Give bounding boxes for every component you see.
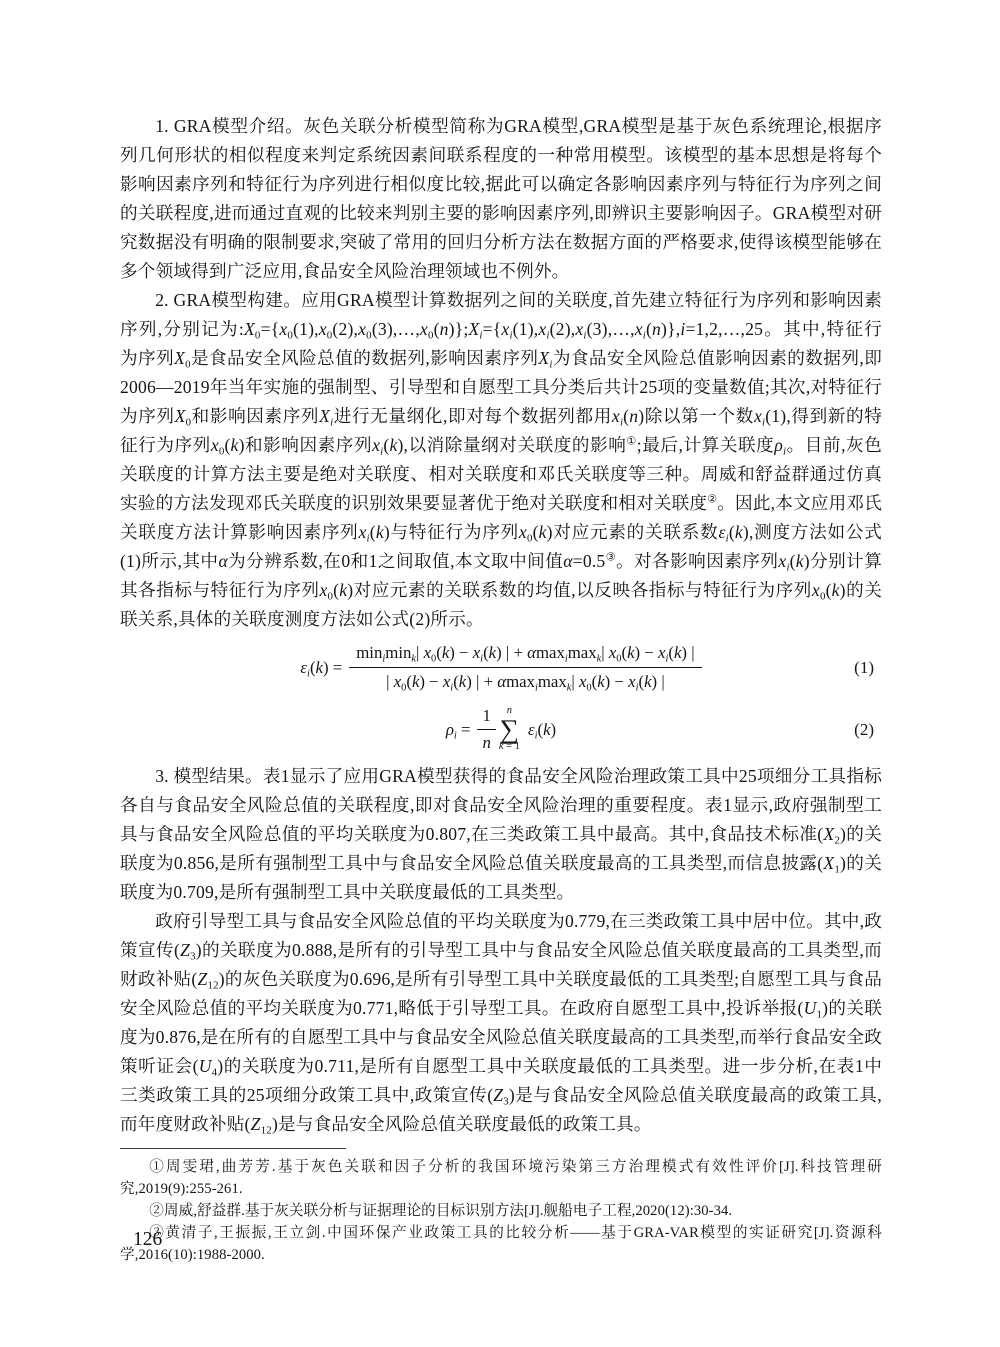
page-number: 126 — [133, 1229, 163, 1250]
equation-1-expression — [300, 643, 701, 692]
equation-1-number: (1) — [854, 657, 874, 677]
footnote-2: ②周威,舒益群.基于灰关联分析与证据理论的目标识别方法[J].舰船电子工程,2020(12):30-34. — [149, 1203, 733, 1219]
equation-2-coefficient-fraction — [477, 706, 495, 753]
paragraph-model-results: 3. 模型结果。表1显示了应用GRA模型获得的食品安全风险治理政策工具中25项细分工具指标各自与食品安全风险总值的关联程度,即对食品安全风险治理的重要程度。表1显示,政府强制型工具与食品安全风险总值的平均关联度为0.807,在三类政策工具中最高。其中,食品技术标准$(X_2)$的关联度为0.856,是所有强制型工具中与食品安全风险总值关联度最高的工具类型,而信息披露$(X_1)$的关联度为0.709,是所有强制型工具中关联度最低的工具类型。 — [120, 766, 882, 902]
equation-2-body: $\varepsilon_i(k)$ — [527, 719, 557, 741]
paragraph-gra-construction: 2. GRA模型构建。应用GRA模型计算数据列之间的关联度,首先建立特征行为序列和影响因素序列,分别记为$:X_0=\{x_0(1),x_0(2),x_0(3),\dots,x_0(n)\};X_i=\{x_i(1),x_i(2),x_i(3),\dots,x_i(n)\},i=1,2,\dots,25$。其中,特征行为序列$X_0$是食品安全风险总值的数据列,影响因素序列$X_i$为食品安全风险总值影响因素的数据列,即2006—2019年当年实施的强制型、引导型和自愿型工具分类后共计25项的变量数值;其次,对特征行为序列$X_0$和影响因素序列$X_i$进行无量纲化,即对每个数据列都用$x_i(n)$除以第一个数$x_i(1)$,得到新的特征行为序列$x_0(k)$和影响因素序列$x_i(k)$,以消除量纲对关联度的影响①;最后,计算关联度$\rho_i$。目前,灰色关联度的计算方法主要是绝对关联度、相对关联度和邓氏关联度等三种。周威和舒益群通过仿真实验的方法发现邓氏关联度的识别效果要显著优于绝对关联度和相对关联度②。因此,本文应用邓氏关联度方法计算影响因素序列$x_i(k)$与特征行为序列$x_0(k)$对应元素的关联系数$\varepsilon_i(k)$,测度方法如公式(1)所示,其中α为分辨系数,在0和1之间取值,本文取中间值α=0.5③。对各影响因素序列$x_i(k)$分别计算其各指标与特征行为序列$x_0(k)$对应元素的关联系数的均值,以反映各指标与特征行为序列$x_0(k)$的关联关系,具体的关联度测度方法如公式(2)所示。 — [120, 290, 883, 629]
footnote-separator — [120, 1148, 346, 1149]
equation-2-coefficient-numerator: 1 — [477, 706, 495, 730]
equation-2-expression — [446, 706, 556, 753]
equation-2-number: (2) — [854, 719, 874, 739]
equation-2-coefficient-denominator: n — [482, 733, 491, 752]
equation-1-numerator: $\min_i\min_k|$ $x_0(k) - x_i(k)$ | + $\alpha\max_i\max_k|$ $x_0(k) - x_i(k)$ | — [349, 643, 701, 668]
equation-1-fraction — [349, 643, 701, 692]
equation-1-denominator: | $x_0(k) - x_i(k)$ | + $\alpha\max_i\max_k|$ $x_0(k) - x_i(k)$ | — [386, 672, 665, 694]
paragraph-gra-intro: 1. GRA模型介绍。灰色关联分析模型简称为GRA模型,GRA模型是基于灰色系统理论,根据序列几何形状的相似程度来判定系统因素间联系程度的一种常用模型。该模型的基本思想是将每个影响因素序列和特征行为序列进行相似度比较,据此可以确定各影响因素序列与特征行为序列之间的关联程度,进而通过直观的比较来判别主要的影响因素序列,即辨识主要影响因子。GRA模型对研究数据没有明确的限制要求,突破了常用的回归分析方法在数据方面的严格要求,使得该模型能够在多个领域得到广泛应用,食品安全风险治理领域也不例外。 — [120, 116, 882, 281]
paragraph-guidance-voluntary-results: 政府引导型工具与食品安全风险总值的平均关联度为0.779,在三类政策工具中居中位。其中,政策宣传$(Z_3)$的关联度为0.888,是所有的引导型工具中与食品安全风险总值关联度最高的工具类型,而财政补贴$(Z_{12})$的灰色关联度为0.696,是所有引导型工具中关联度最低的工具类型;自愿型工具与食品安全风险总值的平均关联度为0.771,略低于引导型工具。在政府自愿型工具中,投诉举报$(U_1)$的关联度为0.876,是在所有的自愿型工具中与食品安全风险总值关联度最高的工具类型,而举行食品安全政策听证会$(U_4)$的关联度为0.711,是所有自愿型工具中关联度最低的工具类型。进一步分析,在表1中三类政策工具的25项细分政策工具中,政策宣传$(Z_3)$是与食品安全风险总值关联度最高的政策工具,而年度财政补贴$(Z_{12})$是与食品安全风险总值关联度最低的政策工具。 — [120, 911, 883, 1137]
equation-2-sum-upper-limit: n — [506, 705, 513, 717]
equation-1-lhs: $\varepsilon_i(k)$ = — [300, 657, 343, 679]
footnote-1: ①周雯珺,曲芳芳.基于灰色关联和因子分析的我国环境污染第三方治理模式有效性评价[J].科技管理研究,2019(9):255-261. — [120, 1159, 882, 1197]
sigma-symbol: ∑ — [499, 713, 520, 744]
equation-1 — [120, 643, 882, 692]
equation-2 — [120, 706, 882, 753]
equation-2-summation — [499, 706, 520, 753]
footnotes-section — [120, 1148, 882, 1266]
footnote-3: ③黄清子,王振振,王立剑.中国环保产业政策工具的比较分析——基于GRA-VAR模型的实证研究[J].资源科学,2016(10):1988-2000. — [120, 1225, 882, 1263]
page-content — [120, 112, 882, 1266]
equation-2-sum-lower-limit: k = 1 — [498, 741, 520, 753]
equation-2-lhs: $\rho_i$ = — [445, 719, 471, 741]
